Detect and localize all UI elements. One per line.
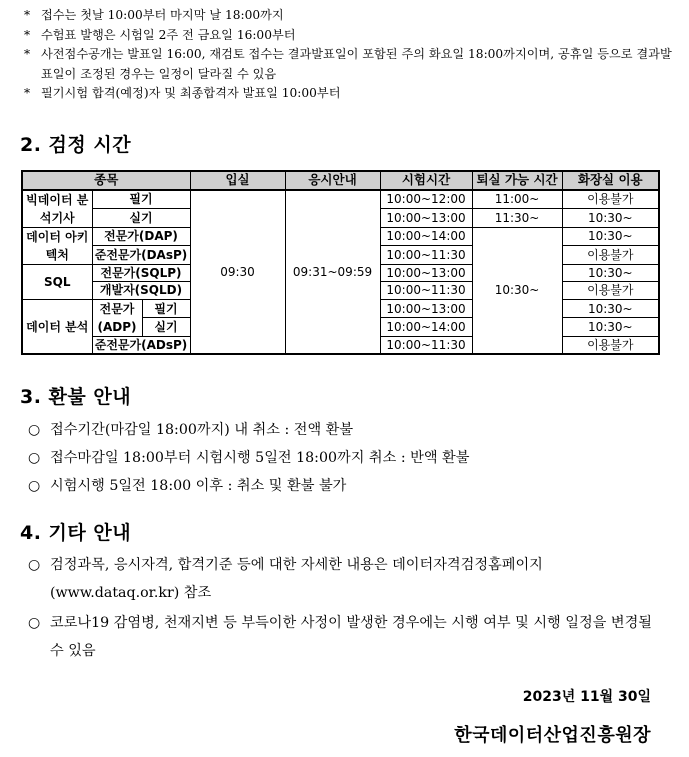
header-exam-time: 시험시간: [380, 171, 472, 190]
exam-time-cell: 10:00~14:00: [380, 318, 472, 337]
common-leave-time: 10:30~: [472, 227, 562, 354]
list-item: ○ 검정과목, 응시자격, 합격기준 등에 대한 자세한 내용은 데이터자격검정홈페이지 (www.dataq.or.kr) 참조: [28, 557, 543, 601]
notes-list: [22, 6, 672, 104]
arch-expert: 전문가(DAP): [92, 227, 190, 246]
table-header-row: [22, 171, 659, 190]
exam-time-cell: 10:00~11:30: [380, 282, 472, 300]
sql-dev: 개발자(SQLD): [92, 282, 190, 300]
analysis-written: 필기: [142, 299, 190, 318]
analysis-practical: 실기: [142, 318, 190, 337]
analysis-expert: 전문가 (ADP): [92, 299, 142, 336]
note-item: * 수험표 발행은 시험일 2주 전 금요일 16:00부터: [24, 27, 296, 42]
header-leave-time: 퇴실 가능 시간: [472, 171, 562, 190]
sql-expert: 전문가(SQLP): [92, 264, 190, 282]
sql-name: SQL: [22, 264, 92, 299]
refund-list: [28, 416, 658, 500]
arch-semi: 준전문가(DAsP): [92, 246, 190, 265]
restroom-cell: 10:30~: [562, 299, 659, 318]
restroom-cell: 이용불가: [562, 282, 659, 300]
restroom-cell: 10:30~: [562, 318, 659, 337]
arch-name: 데이터 아키텍처: [22, 227, 92, 264]
issue-date: 2023년 11월 30일: [522, 689, 651, 705]
bigdata-name: 빅데이터 분석기사: [22, 190, 92, 228]
section4-title: 4. 기타 안내: [20, 522, 132, 544]
exam-time-cell: 10:00~14:00: [380, 227, 472, 246]
leave-time-cell: 11:00~: [472, 190, 562, 209]
note-item: * 접수는 첫날 10:00부터 마지막 날 18:00까지: [24, 8, 284, 22]
exam-time-cell: 10:00~13:00: [380, 299, 472, 318]
table-row: [22, 190, 659, 209]
restroom-cell: 이용불가: [562, 190, 659, 209]
list-item: ○ 접수마감일 18:00부터 시험시행 5일전 18:00까지 취소 : 반액 환불: [28, 450, 470, 466]
restroom-cell: 10:30~: [562, 227, 659, 246]
restroom-cell: 이용불가: [562, 336, 659, 354]
header-guidance: 응시안내: [285, 171, 380, 190]
exam-time-cell: 10:00~12:00: [380, 190, 472, 209]
analysis-name: 데이터 분석: [22, 299, 92, 354]
issuer-signature: 한국데이터산업진흥원장: [454, 725, 651, 746]
misc-list: [28, 551, 658, 665]
header-category: 종목: [22, 171, 190, 190]
exam-schedule-table: [21, 170, 660, 355]
restroom-cell: 10:30~: [562, 264, 659, 282]
restroom-cell: 이용불가: [562, 246, 659, 265]
exam-time-cell: 10:00~11:30: [380, 246, 472, 265]
exam-time-cell: 10:00~13:00: [380, 209, 472, 228]
exam-time-cell: 10:00~11:30: [380, 336, 472, 354]
note-item: * 필기시험 합격(예정)자 및 최종합격자 발표일 10:00부터: [24, 86, 341, 100]
section3-title: 3. 환불 안내: [20, 386, 132, 408]
bigdata-practical: 실기: [92, 209, 190, 228]
leave-time-cell: 11:30~: [472, 209, 562, 228]
restroom-cell: 10:30~: [562, 209, 659, 228]
section2-title: 2. 검정 시간: [20, 134, 132, 156]
entry-time: 09:30: [190, 190, 285, 355]
list-item: ○ 시험시행 5일전 18:00 이후 : 취소 및 환불 불가: [28, 478, 347, 494]
header-entry: 입실: [190, 171, 285, 190]
bigdata-written: 필기: [92, 190, 190, 209]
list-item: ○ 접수기간(마감일 18:00까지) 내 취소 : 전액 환불: [28, 422, 354, 438]
header-restroom: 화장실 이용: [562, 171, 659, 190]
exam-time-cell: 10:00~13:00: [380, 264, 472, 282]
analysis-semi: 준전문가(ADsP): [92, 336, 190, 354]
note-item: * 사전점수공개는 발표일 16:00, 재검토 접수는 결과발표일이 포함된 주의 화요일 18:00까지이며, 공휴일 등으로 결과발표일이 조정된 경우는 일정이 달라질 수 있음: [24, 47, 672, 81]
guidance-time: 09:31~09:59: [285, 190, 380, 355]
list-item: ○ 코로나19 감염병, 천재지변 등 부득이한 사정이 발생한 경우에는 시행 여부 및 시행 일정을 변경될 수 있음: [28, 615, 652, 659]
